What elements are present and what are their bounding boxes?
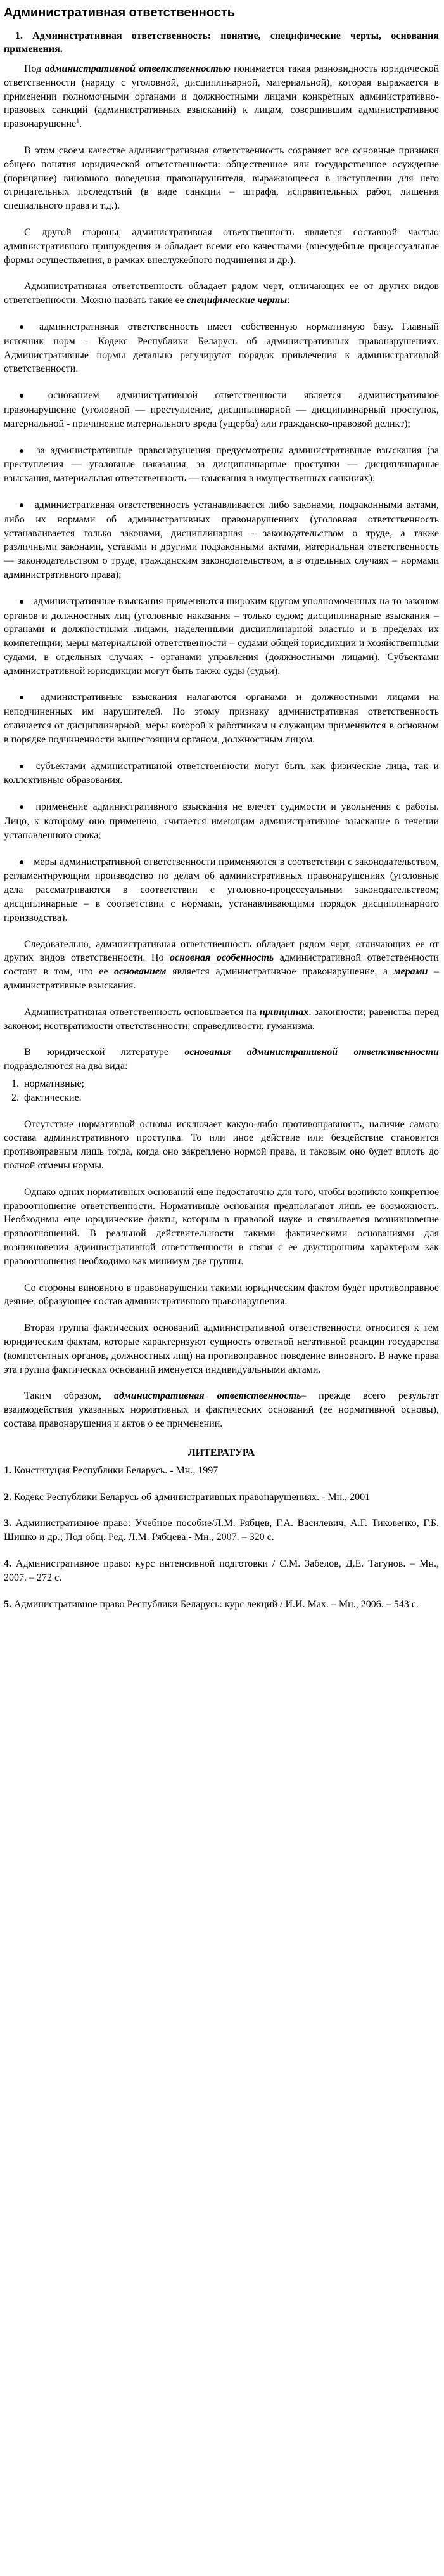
term-specific-features: специфические черты bbox=[186, 295, 288, 306]
grounds-types-list bbox=[4, 1077, 439, 1105]
term-admin-responsibility: административной ответственностью bbox=[44, 63, 231, 74]
feature-item: ● административные взыскания налагаются органами и должностными лицами на неподчиненных им нарушителей. По этому признаку административная ответственность отличается от дисциплинарной, меры которой к работникам и служащим применяются в основном в порядке подчиненности вышестоящим органом, должностным лицом. bbox=[4, 690, 439, 746]
body-paragraph: Со стороны виновного в правонарушении такими юридическим фактом будет противоправное деяние, образующее состав административного правонарушения. bbox=[4, 1282, 439, 1307]
text-run: : законности; равенства перед законом; неотвратимости ответственности; справедливости; гуманизма. bbox=[4, 1006, 439, 1032]
text-run: является административное правонарушение, а bbox=[166, 966, 394, 978]
feature-item: ● административные взыскания применяются широким кругом уполномоченных на то законом органов и должностных лиц (уголовные наказания – только судом; дисциплинарные взыскания – органами и должностными лицами, наделенными дисциплинарной властью и в пределах их компетенции; меры материальной ответственности – судами общей юрисдикции и хозяйственными судами, в отдельных случаях - органами управления (должностными лицами). Субъектами административной юрисдикции могут быть также суды (судьи). bbox=[4, 595, 439, 678]
literature-item bbox=[4, 1598, 439, 1612]
text-run: подразделяются на два вида: bbox=[4, 1061, 128, 1072]
literature-number: 3. bbox=[4, 1518, 11, 1529]
list-item: 1. нормативные; bbox=[22, 1077, 439, 1091]
literature-item bbox=[4, 1517, 439, 1544]
text-run: : bbox=[287, 295, 290, 306]
text-run: В юридической литературе bbox=[24, 1047, 185, 1058]
text-run: Административная ответственность основывается на bbox=[24, 1006, 260, 1018]
body-paragraph: Вторая группа фактических оснований административной ответственности относится к тем юридическим фактам, которые характеризуют сущность ответной негативной реакции государства (компетентных органов, должностных лиц) на противоправное поведение виновного. В науке права эта группа фактических оснований именуется индивидуальными актами. bbox=[4, 1323, 439, 1375]
term-grounds: основания административной ответственности bbox=[184, 1047, 439, 1058]
section-heading: 1. Административная ответственность: понятие, специфические черты, основания применения. bbox=[4, 30, 439, 55]
text-run: административной ответственности состоит в том, что ее bbox=[4, 952, 439, 978]
body-paragraph: Отсутствие нормативной основы исключает какую-либо противоправность, наличие самого состава административного проступка. То или иное действие или бездействие становится противоправным лишь тогда, когда оно закреплено нормой права, и таковым оно будет вплоть до полной отмены нормы. bbox=[4, 1118, 439, 1171]
grounds-intro-paragraph bbox=[4, 1045, 439, 1073]
literature-text: Административное право: Учебное пособие/Л.М. Рябцев, Г.А. Василевич, А.Г. Тиковенко, Г.Б. Шишко и др.; Под общ. Ред. Л.М. Рябцева.- Мн., 2007. – 320 с. bbox=[4, 1518, 439, 1543]
term-basis: основанием bbox=[114, 966, 167, 978]
term-principles: принципах bbox=[259, 1006, 309, 1018]
term-admin-responsibility-summary: административная ответственность bbox=[113, 1390, 301, 1402]
footnote-marker: 1 bbox=[76, 117, 80, 125]
literature-number: 4. bbox=[4, 1558, 11, 1569]
feature-item: ● меры административной ответственности применяются в соответствии с законодательством, регламентирующим производство по делам об административных правонарушениях (уголовные дела рассматриваются в соответствии с уголовно-процессуальным законодательством; дисциплинарные – в соответствии с нормами, устанавливающими порядок дисциплинарного производства). bbox=[4, 855, 439, 925]
intro-paragraph-3: С другой стороны, административная ответственность является составной частью административного принуждения и обладает всеми его качествами (внесудебные процессуальные формы осуществления, в рамках внеслужебного подчинения и др.). bbox=[4, 226, 439, 266]
page-title: Административная ответственность bbox=[4, 6, 236, 20]
text-run: Таким образом, bbox=[24, 1390, 114, 1402]
intro-paragraph-2: В этом своем качестве административная ответственность сохраняет все основные признаки общего понятия юридической ответственности: общественное или государственное осуждение (порицание) виновного поведения правонарушителя, выражающееся в наступлении для него отрицательных последствий (в виде санкции – штрафа, исправительных работ, лишения специального права и т.д.). bbox=[4, 145, 439, 212]
term-main-feature: основная особенность bbox=[170, 952, 274, 964]
feature-item: ● основанием административной ответственности является административное правонарушение (уголовной — преступление, дисциплинарной — дисциплинарный проступок, материальной - причинение материального вреда (ущерба) или гражданско-правовой деликт); bbox=[4, 389, 439, 430]
literature-number: 2. bbox=[4, 1491, 11, 1503]
principles-paragraph bbox=[4, 1006, 439, 1033]
feature-item: ● административная ответственность устанавливается либо законами, подзаконными актами, либо их нормами об административных правонарушениях (уголовная ответственность устанавливается только законами, дисциплинарная - законодательством о труде, а также различными законами, уставами и другими подзаконными актами, материальная ответственность — законодательством о труде, гражданским законодательством, а в отдельных случаях – нормами административного права); bbox=[4, 498, 439, 582]
literature-text: Административное право: курс интенсивной подготовки / С.М. Забелов, Д.Е. Тагунов. – Мн., 2007. – 272 с. bbox=[4, 1558, 439, 1583]
literature-item bbox=[4, 1491, 439, 1505]
feature-item: ● административная ответственность имеет собственную нормативную базу. Главный источник норм - Кодекс Республики Беларусь об административных правонарушениях. Административные нормы детально регулируют порядок привлечения к административной ответственности. bbox=[4, 320, 439, 376]
literature-item bbox=[4, 1464, 439, 1478]
feature-item: ● за административные правонарушения предусмотрены административные взыскания (за преступления — уголовные наказания, за дисциплинарные проступки — дисциплинарные взыскания, материальная ответственность — взыскания в имущественных санкциях); bbox=[4, 444, 439, 486]
literature-text: Административное право Республики Беларусь: курс лекций / И.И. Мах. – Мн., 2006. – 543 с. bbox=[11, 1598, 419, 1610]
term-measures: мерами bbox=[393, 966, 428, 978]
literature-number: 5. bbox=[4, 1598, 11, 1610]
literature-text: Кодекс Республики Беларусь об административных правонарушениях. - Мн., 2001 bbox=[11, 1491, 371, 1503]
list-item: 2. фактические. bbox=[22, 1091, 439, 1105]
literature-list bbox=[4, 1464, 439, 1612]
intro-paragraph-definition bbox=[4, 62, 439, 131]
text-run: Следовательно, административная ответственность обладает рядом черт, отличающих ее от других видов ответственности. Но bbox=[4, 938, 439, 964]
body-paragraph: Однако одних нормативных оснований еще недостаточно для того, чтобы возникло конкретное правоотношение ответственности. Нормативные основания предполагают лишь ее возможность. Необходимы еще юридические факты, которым в правовой науке и связывается возникновение правоотношений. В реальной действительности такими фактическими основаниями для возникновения административной ответственности в связи с ее двусторонним характером как правоотношения необходимо как минимум две группы. bbox=[4, 1186, 439, 1267]
text-run: . bbox=[79, 119, 82, 130]
feature-item: ● субъектами административной ответственности могут быть как физические лица, так и коллективные образования. bbox=[4, 760, 439, 788]
summary-paragraph bbox=[4, 1389, 439, 1430]
text-run: – прежде всего результат взаимодействия указанных нормативных и фактических оснований (ее нормативной основы), состава правонарушения и актов о ее применении. bbox=[4, 1390, 440, 1429]
text-run: понимается такая разновидность юридической ответственности (наряду с уголовной, дисциплинарной, материальной), которая выражается в применении полномочными органами и должностными лицами конкретных административно-правовых санкций (административных взысканий) к лицам, совершившим административное правонарушение bbox=[4, 63, 440, 130]
document-page bbox=[4, 5, 439, 1611]
literature-text: Конституция Республики Беларусь. - Мн., 1997 bbox=[11, 1465, 219, 1476]
text-run: – административные взыскания. bbox=[4, 966, 440, 992]
conclusion-paragraph bbox=[4, 938, 439, 993]
literature-number: 1. bbox=[4, 1465, 11, 1476]
literature-item bbox=[4, 1557, 439, 1585]
text-run: Под bbox=[24, 63, 45, 74]
feature-item: ● применение административного взыскания не влечет судимости и увольнения с работы. Лицо, к которому оно применено, считается имеющим административное взыскание в течении установленного срока; bbox=[4, 800, 439, 842]
intro-paragraph-4 bbox=[4, 280, 439, 307]
text-run: Административная ответственность обладает рядом черт, отличающих ее от других видов ответственности. Можно назвать такие ее bbox=[4, 281, 439, 306]
literature-heading: ЛИТЕРАТУРА bbox=[187, 1447, 255, 1458]
